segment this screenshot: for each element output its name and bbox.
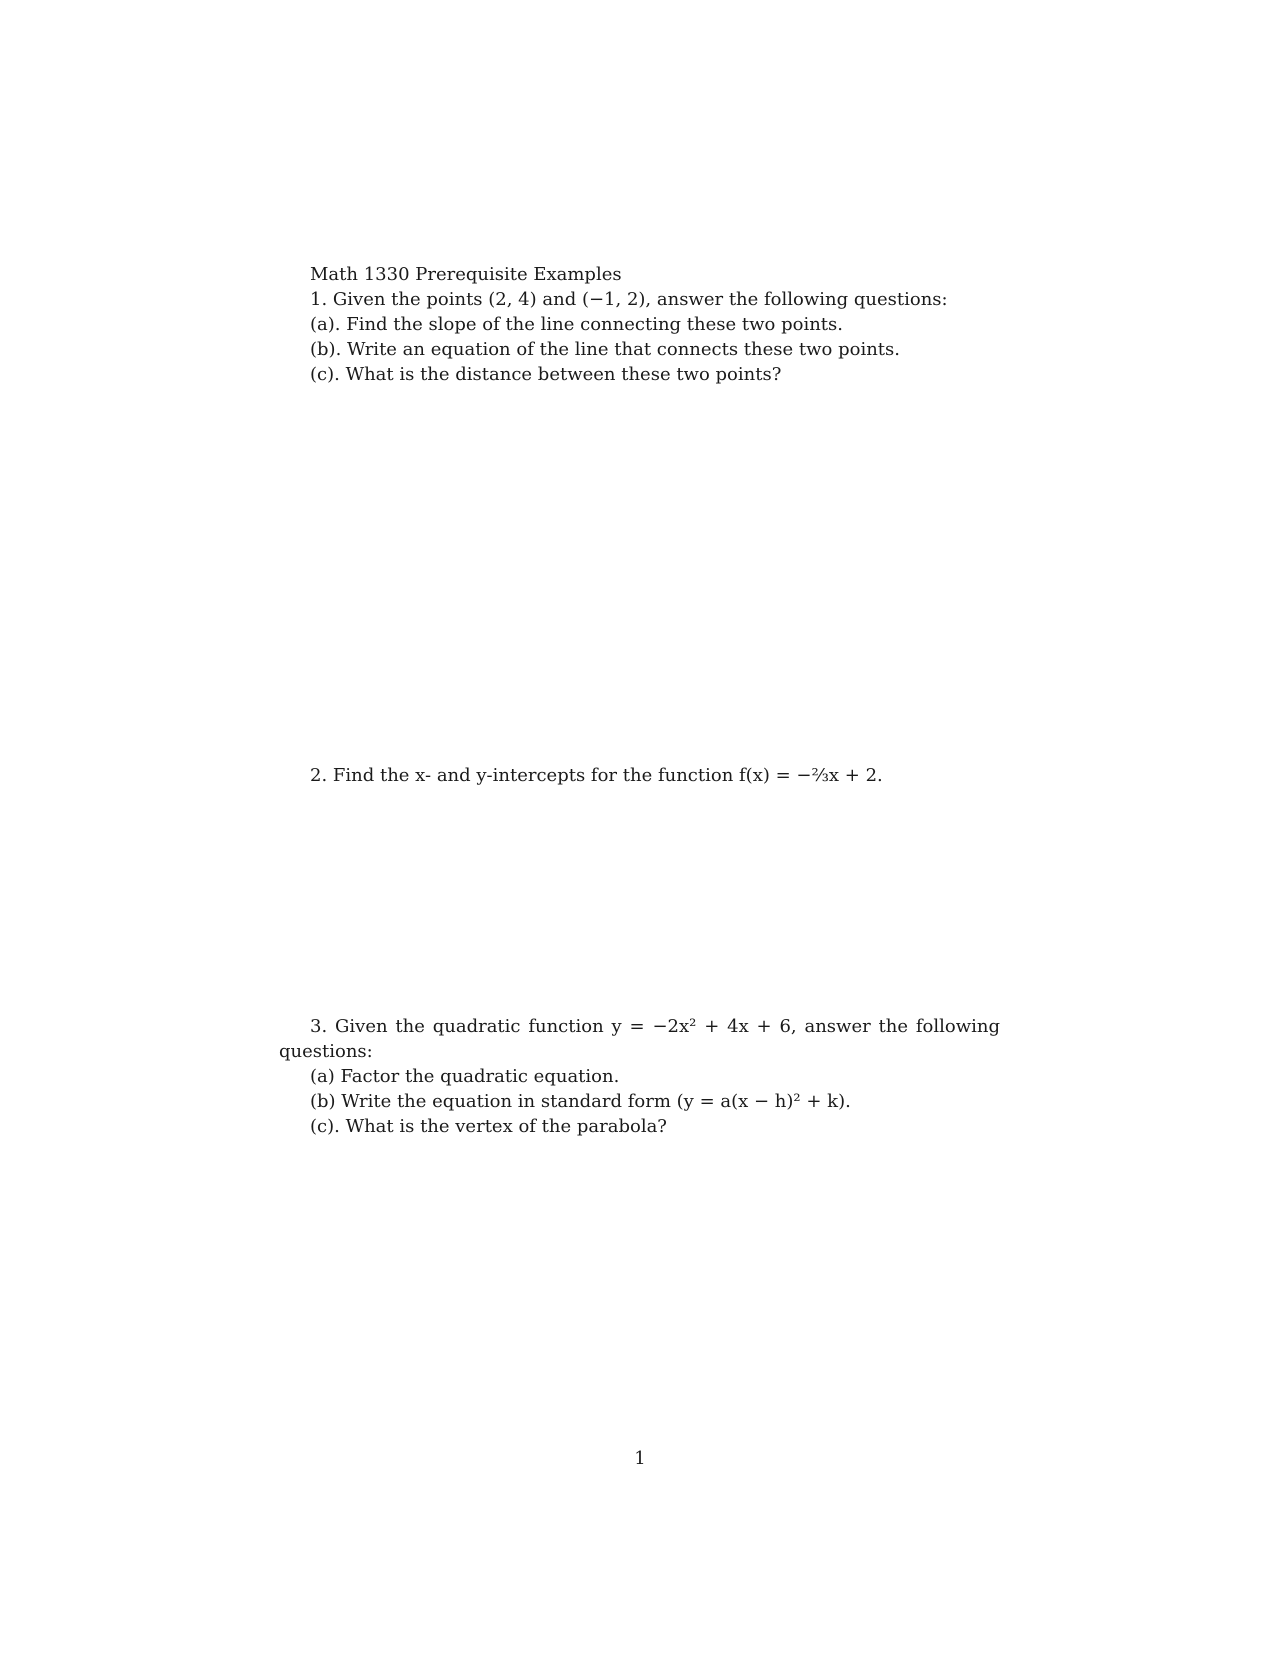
problem-2-stem: 2. Find the x- and y-intercepts for the function f(x) = −⅔x + 2. — [310, 765, 883, 786]
page-number: 1 — [634, 1448, 646, 1469]
problem-1-stem: 1. Given the points (2, 4) and (−1, 2), answer the following questions: — [310, 289, 948, 310]
problem-3-stem-line-2: questions: — [279, 1041, 373, 1062]
problem-3-part-c: (c). What is the vertex of the parabola? — [310, 1116, 667, 1137]
problem-3-stem-line-1: 3. Given the quadratic function y = −2x² + 4x + 6, answer the following — [310, 1016, 1000, 1037]
problem-1-part-b: (b). Write an equation of the line that connects these two points. — [310, 339, 900, 360]
problem-3-part-a: (a) Factor the quadratic equation. — [310, 1066, 620, 1087]
document-title: Math 1330 Prerequisite Examples — [310, 264, 622, 285]
problem-1-part-c: (c). What is the distance between these two points? — [310, 364, 782, 385]
problem-3-part-b: (b) Write the equation in standard form (y = a(x − h)² + k). — [310, 1091, 851, 1112]
problem-1-part-a: (a). Find the slope of the line connecting these two points. — [310, 314, 843, 335]
